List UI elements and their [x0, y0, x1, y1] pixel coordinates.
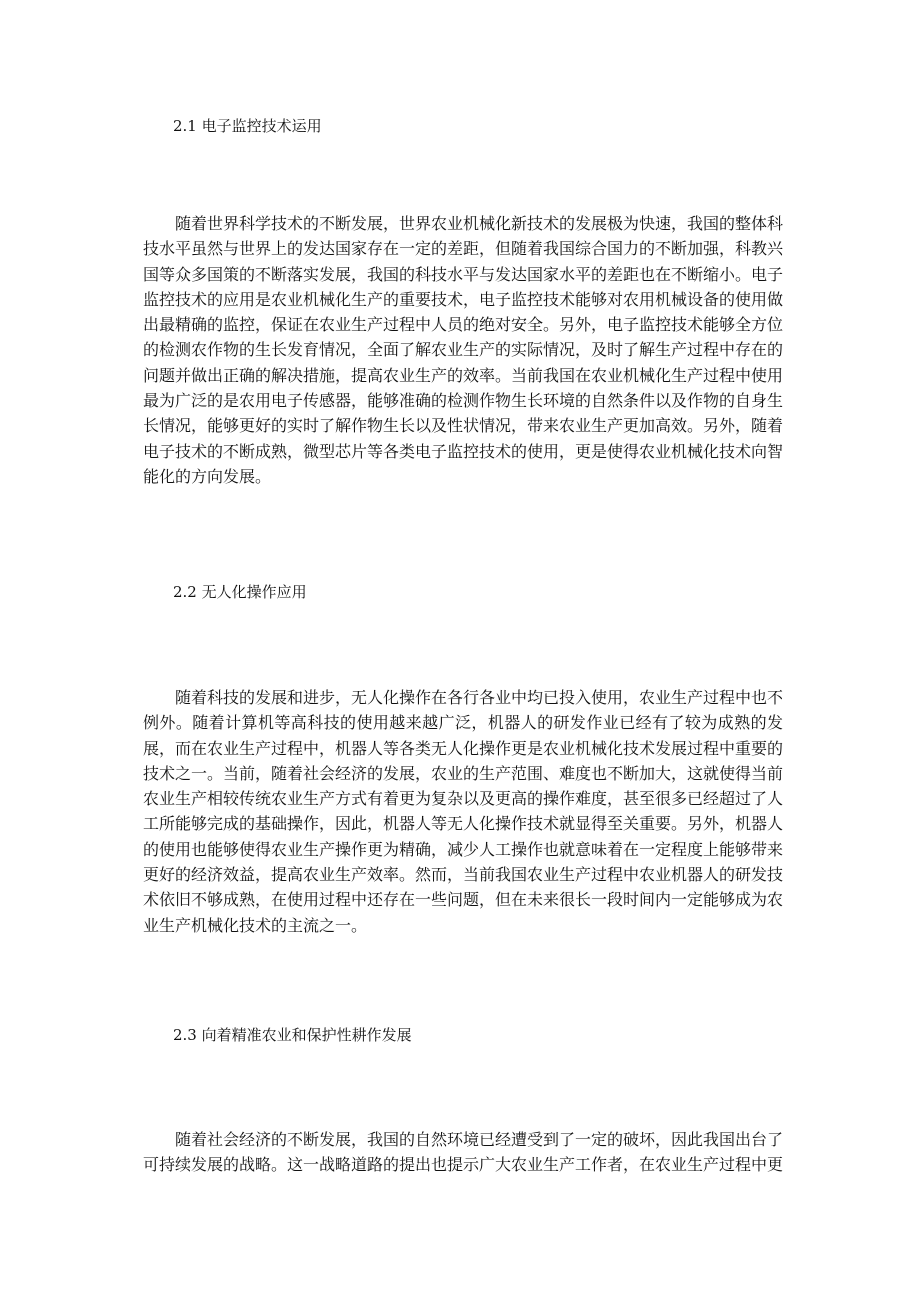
section-paragraph-2-1: 随着世界科学技术的不断发展，世界农业机械化新技术的发展极为快速，我国的整体科技水平虽然与世界上的发达国家存在一定的差距，但随着我国综合国力的不断加强，科教兴国等众多国策的不断落实发展，我国的科技水平与发达国家水平的差距也在不断缩小。电子监控技术的应用是农业机械化生产的重要技术，电子监控技术能够对农用机械设备的使用做出最精确的监控，保证在农业生产过程中人员的绝对安全。另外，电子监控技术能够全方位的检测农作物的生长发育情况，全面了解农业生产的实际情况，及时了解生产过程中存在的问题并做出正确的解决措施，提高农业生产的效率。当前我国在农业机械化生产过程中使用最为广泛的是农用电子传感器，能够准确的检测作物生长环境的自然条件以及作物的自身生长情况，能够更好的实时了解作物生长以及性状情况，带来农业生产更加高效。另外，随着电子技术的不断成熟，微型芯片等各类电子监控技术的使用，更是使得农业机械化技术向智能化的方向发展。: [143, 214, 784, 486]
section-heading-2-3: 2.3 向着精准农业和保护性耕作发展: [173, 1026, 412, 1044]
section-paragraph-2-3: 随着社会经济的不断发展，我国的自然环境已经遭受到了一定的破坏，因此我国出台了可持续发展的战略。这一战略道路的提出也提示广大农业生产工作者，在农业生产过程中更: [143, 1130, 784, 1175]
section-heading-2-1: 2.1 电子监控技术运用: [173, 117, 322, 135]
section-paragraph-2-2: 随着科技的发展和进步，无人化操作在各行各业中均已投入使用，农业生产过程中也不例外。随着计算机等高科技的使用越来越广泛，机器人的研发作业已经有了较为成熟的发展，而在农业生产过程中，机器人等各类无人化操作更是农业机械化技术发展过程中重要的技术之一。当前，随着社会经济的发展，农业的生产范围、难度也不断加大，这就使得当前农业生产相较传统农业生产方式有着更为复杂以及更高的操作难度，甚至很多已经超过了人工所能够完成的基础操作，因此，机器人等无人化操作技术就显得至关重要。另外，机器人的使用也能够使得农业生产操作更为精确，减少人工操作也就意味着在一定程度上能够带来更好的经济效益，提高农业生产效率。然而，当前我国农业生产过程中农业机器人的研发技术依旧不够成熟，在使用过程中还存在一些问题，但在未来很长一段时间内一定能够成为农业生产机械化技术的主流之一。: [143, 688, 784, 935]
section-heading-2-2: 2.2 无人化操作应用: [173, 583, 307, 601]
